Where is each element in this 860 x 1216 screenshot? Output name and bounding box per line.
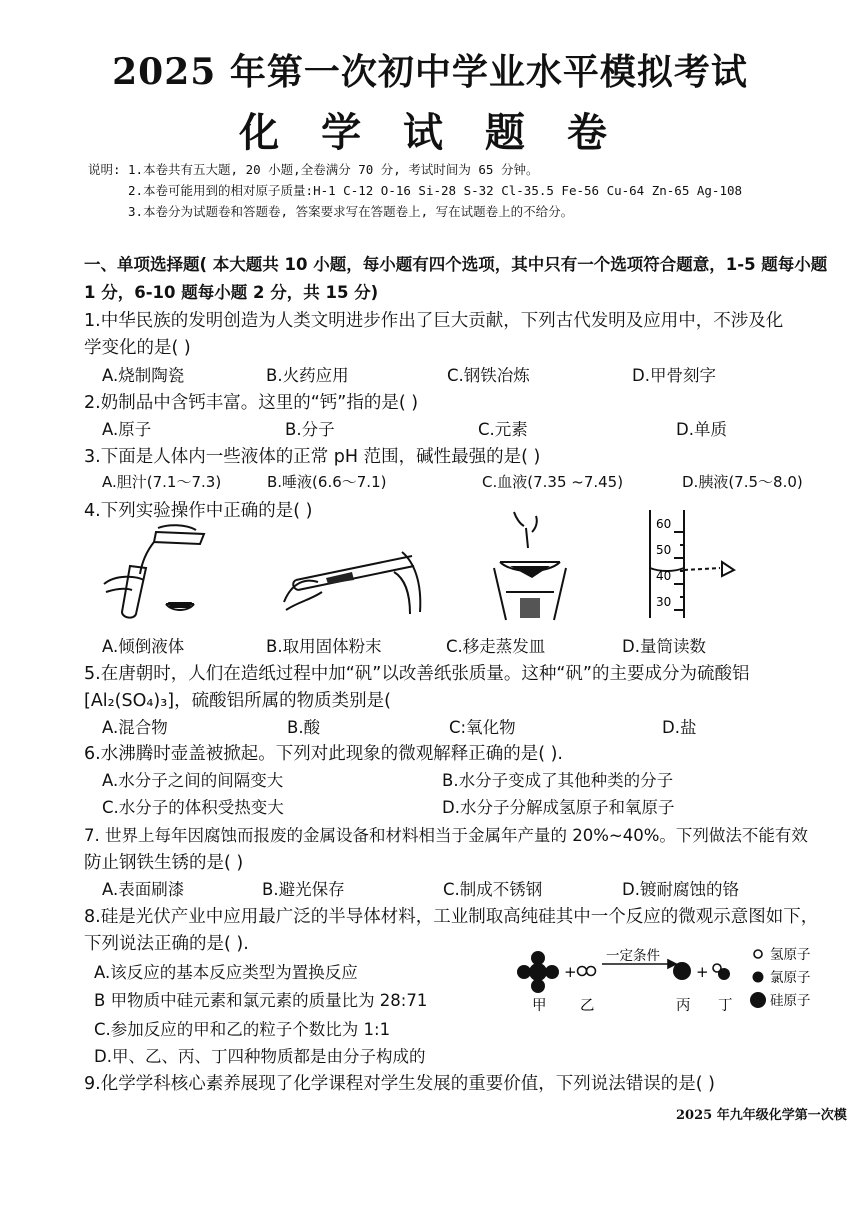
label-ding: 丁 xyxy=(718,998,733,1014)
legend-hydrogen: 氢原子 xyxy=(770,947,811,963)
q5-option-a: A.混合物 xyxy=(102,718,168,737)
instruction-line-2: 2.本卷可能用到的相对原子质量:H-1 C-12 O-16 Si-28 S-32 Cl-35.5 Fe-56 Cu-64 Zn-65 Ag-108 xyxy=(128,183,743,198)
graduated-cylinder-illustration xyxy=(640,510,750,622)
exam-subtitle: 化 学 试 题 卷 xyxy=(239,109,621,156)
q4-stem: 4.下列实验操作中正确的是( ) xyxy=(84,501,313,521)
chlorine-atom-icon xyxy=(753,972,764,983)
hydrogen-atom-icon xyxy=(754,950,762,958)
q7-option-c: C.制成不锈钢 xyxy=(443,880,543,899)
legend-chlorine: 氯原子 xyxy=(770,970,811,986)
section-1-heading-line-2: 1 分，6-10 题每小题 2 分，共 15 分) xyxy=(84,283,379,302)
q4-option-b: B.取用固体粉末 xyxy=(266,637,382,656)
label-jia: 甲 xyxy=(532,998,547,1014)
q7-stem-line-1: 7. 世界上每年因腐蚀而报废的金属设备和材料相当于金属年产量的 20%~40%。下列做法不能有效 xyxy=(84,826,808,845)
q6-option-c: C.水分子的体积受热变大 xyxy=(102,798,284,817)
section-1-heading-line-1: 一、单项选择题( 本大题共 10 小题，每小题有四个选项，其中只有一个选项符合题意，1-5 题每小题 xyxy=(84,255,828,274)
q7-option-d: D.镀耐腐蚀的铬 xyxy=(622,880,739,899)
q1-option-b: B.火药应用 xyxy=(266,366,349,385)
q4-option-c: C.移走蒸发皿 xyxy=(446,637,546,656)
q7-option-b: B.避光保存 xyxy=(262,880,345,899)
exam-title: 2025 年第一次初中学业水平模拟考试 xyxy=(112,51,748,93)
plus-sign-2: + xyxy=(696,963,709,981)
q2-stem: 2.奶制品中含钙丰富。这里的“钙”指的是( ) xyxy=(84,393,419,413)
label-bing: 丙 xyxy=(676,998,691,1014)
q9-stem: 9.化学学科核心素养展现了化学课程对学生发展的重要价值，下列说法错误的是( ) xyxy=(84,1074,715,1094)
q8-stem-line-2: 下列说法正确的是( ). xyxy=(84,934,249,954)
q2-option-b: B.分子 xyxy=(285,420,335,439)
q1-stem-line-2: 学变化的是( ) xyxy=(84,338,191,358)
q1-option-a: A.烧制陶瓷 xyxy=(102,366,185,385)
q2-option-c: C.元素 xyxy=(478,420,528,439)
q6-stem: 6.水沸腾时壶盖被掀起。下列对此现象的微观解释正确的是( ). xyxy=(84,744,563,764)
q5-stem-line-2: [Al₂(SO₄)₃]，硫酸铝所属的物质类别是( xyxy=(84,691,391,711)
q3-option-c: C.血液(7.35 ~7.45) xyxy=(482,473,624,491)
q3-option-b: B.唾液(6.6～7.1) xyxy=(267,473,387,491)
legend-silicon: 硅原子 xyxy=(770,993,811,1009)
solid-powder-illustration xyxy=(282,522,432,622)
q5-option-b: B.酸 xyxy=(287,718,321,737)
q8-option-b: B 甲物质中硅元素和氯元素的质量比为 28:71 xyxy=(94,991,428,1010)
molecule-jia xyxy=(517,951,559,993)
cylinder-tick-30: 30 xyxy=(656,595,672,609)
label-yi: 乙 xyxy=(580,998,595,1014)
molecule-ding xyxy=(713,964,730,980)
reaction-condition: 一定条件 xyxy=(606,948,660,964)
q4-option-a: A.倾倒液体 xyxy=(102,637,185,656)
page-footer: 2025 年九年级化学第一次模 xyxy=(676,1108,847,1123)
q3-option-a: A.胆汁(7.1～7.3) xyxy=(102,473,222,491)
q5-option-d: D.盐 xyxy=(662,718,697,737)
q7-option-a: A.表面刷漆 xyxy=(102,880,185,899)
q4-option-d: D.量筒读数 xyxy=(622,637,706,656)
q2-option-a: A.原子 xyxy=(102,420,152,439)
q1-option-d: D.甲骨刻字 xyxy=(632,366,716,385)
q3-option-d: D.胰液(7.5～8.0) xyxy=(682,473,803,491)
evaporating-dish-illustration xyxy=(476,512,586,624)
q8-option-c: C.参加反应的甲和乙的粒子个数比为 1:1 xyxy=(94,1020,391,1039)
q6-option-b: B.水分子变成了其他种类的分子 xyxy=(442,771,674,790)
instructions-label: 说明: xyxy=(88,162,121,177)
cylinder-tick-40: 40 xyxy=(656,569,672,583)
silicon-atom-icon xyxy=(750,992,766,1008)
reaction-microscopic-diagram xyxy=(510,946,840,1018)
molecule-bing xyxy=(673,962,691,980)
q8-option-d: D.甲、乙、丙、丁四种物质都是由分子构成的 xyxy=(94,1047,426,1066)
q2-option-d: D.单质 xyxy=(676,420,727,439)
legend xyxy=(750,947,811,1009)
q7-stem-line-2: 防止钢铁生锈的是( ) xyxy=(84,853,244,873)
instruction-line-3: 3.本卷分为试题卷和答题卷, 答案要求写在答题卷上, 写在试题卷上的不给分。 xyxy=(128,204,574,219)
q6-option-a: A.水分子之间的间隔变大 xyxy=(102,771,284,790)
q8-stem-line-1: 8.硅是光伏产业中应用最广泛的半导体材料，工业制取高纯硅其中一个反应的微观示意图如下， xyxy=(84,907,819,927)
q6-option-d: D.水分子分解成氢原子和氧原子 xyxy=(442,798,675,817)
pouring-liquid-illustration xyxy=(96,522,226,622)
cylinder-tick-50: 50 xyxy=(656,543,672,557)
q8-option-a: A.该反应的基本反应类型为置换反应 xyxy=(94,963,358,982)
plus-sign-1: + xyxy=(564,963,577,981)
cylinder-tick-60: 60 xyxy=(656,517,672,531)
q3-stem: 3.下面是人体内一些液体的正常 pH 范围，碱性最强的是( ) xyxy=(84,447,541,467)
instruction-line-1: 1.本卷共有五大题, 20 小题,全卷满分 70 分, 考试时间为 65 分钟。 xyxy=(128,162,539,177)
molecule-yi xyxy=(578,967,596,976)
q5-stem-line-1: 5.在唐朝时，人们在造纸过程中加“矾”以改善纸张质量。这种“矾”的主要成分为硫酸铝 xyxy=(84,664,750,684)
q5-option-c: C:氧化物 xyxy=(449,718,516,737)
q1-stem-line-1: 1.中华民族的发明创造为人类文明进步作出了巨大贡献，下列古代发明及应用中，不涉及化 xyxy=(84,311,784,331)
q1-option-c: C.钢铁冶炼 xyxy=(447,366,530,385)
